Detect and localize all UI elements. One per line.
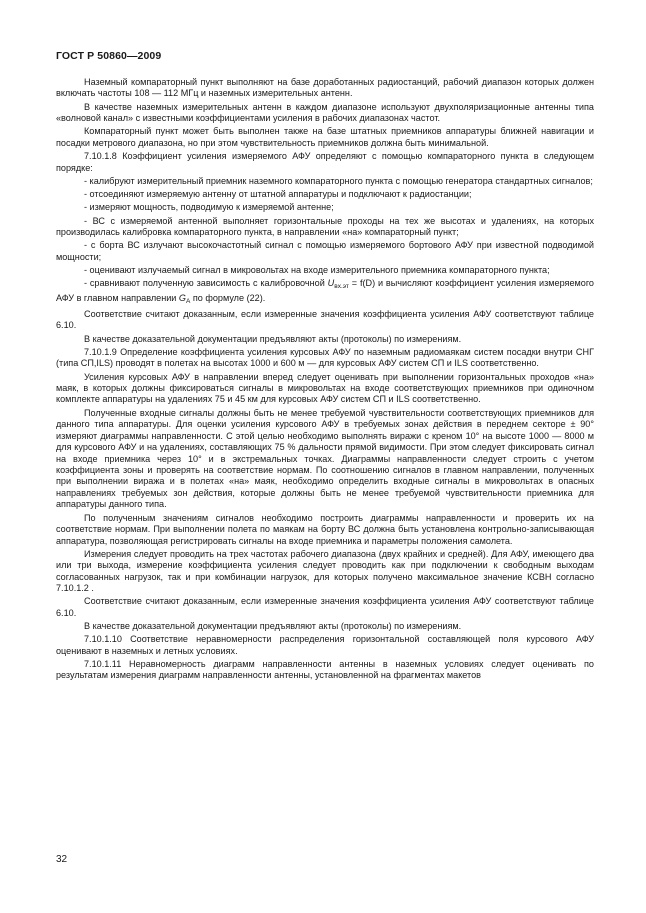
paragraph: По полученным значениям сигналов необходимо построить диаграммы направленности и проверить их на соответствие нормам. При выполнении полета по маякам на борту ВС должна быть установлена контрольно-записывающая аппаратура, позволяющая регистрировать сигналы на входе приемника и параметры положения самолета.	[56, 512, 594, 546]
formula-subscript: вх.эт	[334, 283, 349, 291]
list-item: - с борта ВС излучают высокочастотный сигнал с помощью измеряемого бортового АФУ при известной подводимой мощности;	[56, 240, 594, 262]
list-item: - ВС с измеряемой антенной выполняет горизонтальные проходы на тех же высотах и удалениях, на которых производилась калибровка компараторного пункта, в направлении «на» компараторный пункт;	[56, 215, 594, 238]
document-body	[56, 77, 594, 682]
formula-list-item: - сравнивают полученную зависимость с калибровочной $U_{вх.эт} = f(D)$ и вычисляют коэффициент усиления измеряемого АФУ в главном направлении $G_A$ по формуле (22).	[56, 278, 594, 305]
paragraph: 7.10.1.10 Соответствие неравномерности распределения горизонтальной составляющей поля курсового АФУ оценивают в наземных и летных условиях.	[56, 634, 594, 656]
formula-symbol-g: G	[178, 292, 186, 303]
document-header: ГОСТ Р 50860—2009	[56, 50, 162, 62]
paragraph: Соответствие считают доказанным, если измеренные значения коэффициента усиления АФУ соответствуют таблице 6.10.	[56, 308, 594, 331]
formula-symbol-u: U	[327, 278, 335, 289]
page-number: 32	[56, 854, 68, 865]
paragraph: Полученные входные сигналы должны быть не менее требуемой чувствительности соответствующих приемников для данного типа аппаратуры. Для оценки усиления курсового АФУ в требуемых зонах действия в переднем секторе ± 90° измеряют диаграммы направленности. С этой целью необходимо выполнять виражи с креном 10° на высоте 1000 — 8000 м для курсового АФУ и на удалениях, составляющих 75 % дальности прямой видимости. При этом следует фиксировать сигнал на входе приемника через 10° и в экстремальных точках. Диаграммы направленности следует строить с учетом коэффициента зоны и проверять на соответствие нормам. По соотношению сигналов в главном направлении, полученных при выполнении виража и в полетах «на» маяк, необходимо определить входные сигналы в микровольтах в опасных направлениях требуемых зон действия, которые должны быть не менее требуемой чувствительности приемника для аппаратуры данного типа.	[56, 407, 594, 510]
paragraph: Компараторный пункт может быть выполнен также на базе штатных приемников аппаратуры ближней навигации и посадки метрового диапазона, но при этом чувствительность приемников должна быть минимальной.	[56, 126, 594, 148]
list-item: - измеряют мощность, подводимую к измеряемой антенне;	[84, 202, 334, 213]
paragraph: Измерения следует проводить на трех частотах рабочего диапазона (двух крайних и средней). Для АФУ, имеющего два или три выхода, измерение коэффициента усиления следует проводить как при подключении к свободным выходам согласованных нагрузок, так и при комбинации нагрузок, для которых получено максимальное значение КСВН согласно 7.10.1.2 .	[56, 548, 594, 594]
paragraph: 7.10.1.9 Определение коэффициента усиления курсовых АФУ по наземным радиомаякам систем посадки внутри СНГ (типа СП,ILS) проводят в полетах на высотах 1000 и 600 м — для курсовых АФУ систем СП и ILS соответственно.	[56, 346, 594, 369]
paragraph: В качестве доказательной документации предъявляют акты (протоколы) по измерениям.	[84, 621, 462, 632]
paragraph: В качестве доказательной документации предъявляют акты (протоколы) по измерениям.	[84, 333, 462, 344]
paragraph: Соответствие считают доказанным, если измеренные значения коэффициента усиления АФУ соответствуют таблице 6.10.	[56, 596, 594, 618]
list-item: - оценивают излучаемый сигнал в микровольтах на входе измерительного приемника компараторного пункта;	[84, 264, 550, 275]
paragraph: 7.10.1.8 Коэффициент усиления измеряемого АФУ определяют с помощью компараторного пункта в следующем порядке:	[56, 151, 594, 173]
list-item: - отсоединяют измеряемую антенну от штатной аппаратуры и подключают к радиостанции;	[84, 189, 472, 200]
paragraph: Наземный компараторный пункт выполняют на базе доработанных радиостанций, рабочий диапазон которых должен включать частоты 108 — 112 МГц и наземных измерительных антенн.	[56, 77, 594, 99]
paragraph: Усиления курсовых АФУ в направлении вперед следует оценивать при выполнении горизонтальных проходов «на» маяк, в которых должны фиксироваться сигналы в микровольтах на входе соответствующих приемников при одиночном комплекте аппаратуры на удалениях 75 и 45 км для курсовых АФУ систем СП и ILS соответственно.	[56, 371, 594, 405]
list-item: - калибруют измерительный приемник наземного компараторного пункта с помощью генератора стандартных сигналов;	[84, 175, 593, 186]
paragraph: 7.10.1.11 Неравномерность диаграмм направленности антенны в наземных условиях следует оценивать по результатам измерения диаграмм направленности антенны, установленной на фрагментах макетов	[56, 659, 594, 681]
paragraph: В качестве наземных измерительных антенн в каждом диапазоне используют двухполяризационные антенны типа «волновой канал» с известными коэффициентами усиления в рабочих диапазонах частот.	[56, 101, 594, 124]
formula-subscript: A	[186, 297, 191, 305]
